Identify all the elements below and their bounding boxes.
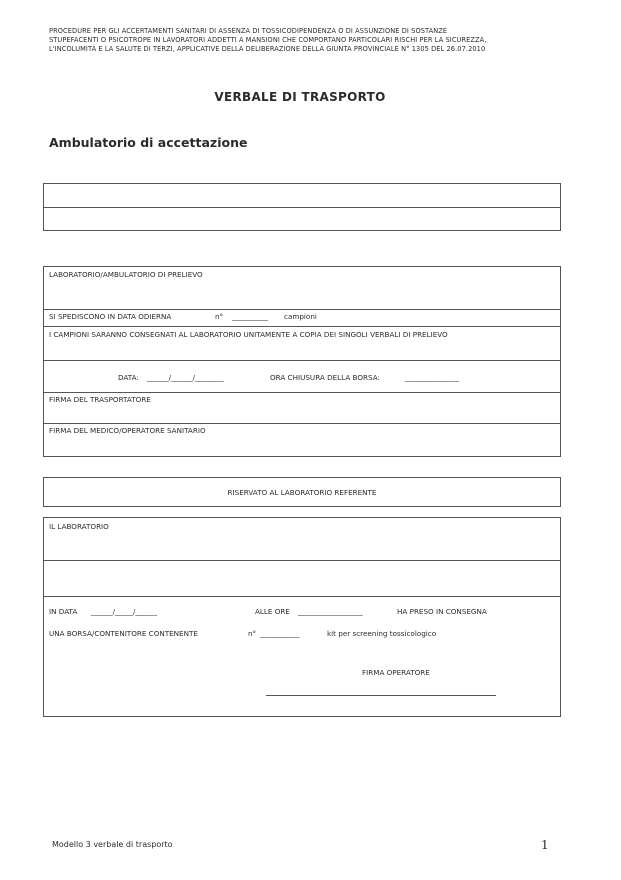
kit-count-field[interactable]: ___________ <box>260 629 300 638</box>
bag-n-label: n° <box>248 629 257 638</box>
laboratorio-box <box>43 517 561 717</box>
footer-model: Modello 3 verbale di trasporto <box>52 840 173 849</box>
in-date-label: IN DATA <box>49 607 78 616</box>
reserved-label: RISERVATO AL LABORATORIO REFERENTE <box>227 488 377 497</box>
reserved-box <box>43 477 561 507</box>
laboratorio-label: IL LABORATORIO <box>49 522 109 531</box>
lab-prelievo-label: LABORATORIO/AMBULATORIO DI PRELIEVO <box>49 270 203 279</box>
kit-label: kit per screening tossicologico <box>327 629 437 638</box>
time-field[interactable]: __________________ <box>298 607 363 616</box>
bag-closing-field[interactable]: _______________ <box>405 373 459 382</box>
row-divider <box>44 596 560 597</box>
row-divider <box>44 360 560 361</box>
row-divider <box>44 326 560 327</box>
row-divider <box>44 560 560 561</box>
sent-count-field[interactable]: __________ <box>232 312 268 321</box>
row-divider <box>44 309 560 310</box>
sent-unit-label: campioni <box>284 312 317 321</box>
document-title: VERBALE DI TRASPORTO <box>214 90 386 104</box>
row-divider <box>44 392 560 393</box>
document-header <box>49 27 549 54</box>
operator-signature-label: FIRMA OPERATORE <box>362 668 430 677</box>
bag-closing-label: ORA CHIUSURA DELLA BORSA: <box>270 373 380 382</box>
section-subtitle: Ambulatorio di accettazione <box>49 135 248 150</box>
time-label: ALLE ORE <box>255 607 290 616</box>
date-field[interactable]: ______/______/________ <box>147 373 224 382</box>
bag-label: UNA BORSA/CONTENITORE CONTENENTE <box>49 629 198 638</box>
doctor-signature-label: FIRMA DEL MEDICO/OPERATORE SANITARIO <box>49 426 206 435</box>
page-number: 1 <box>541 838 549 852</box>
carrier-signature-label: FIRMA DEL TRASPORTATORE <box>49 395 151 404</box>
prelievo-box <box>43 266 561 457</box>
date-label: DATA: <box>118 373 139 382</box>
received-label: HA PRESO IN CONSEGNA <box>397 607 487 616</box>
row-divider <box>44 423 560 424</box>
row-divider <box>44 207 560 208</box>
in-date-field[interactable]: ______/_____/______ <box>91 607 157 616</box>
sent-n-label: n° <box>215 312 224 321</box>
header-line-1: PROCEDURE PER GLI ACCERTAMENTI SANITARI DI ASSENZA DI TOSSICODIPENDENZA O DI ASSUNZIONE DI SOSTANZE <box>49 27 448 35</box>
sent-date-label: SI SPEDISCONO IN DATA ODIERNA <box>49 312 172 321</box>
header-line-2: STUPEFACENTI O PSICOTROPE IN LAVORATORI ADDETTI A MANSIONI CHE COMPORTANO PARTICOLARI RISCHI PER LA SICUREZZA, <box>49 36 487 44</box>
accettazione-box <box>43 183 561 231</box>
header-line-3: L'INCOLUMITÀ E LA SALUTE DI TERZI, APPLICATIVE DELLA DELIBERAZIONE DELLA GIUNTA PROVINCIALE N° 1305 DEL 26.07.2010 <box>49 45 486 53</box>
operator-signature-line[interactable] <box>266 695 496 696</box>
delivery-note: I CAMPIONI SARANNO CONSEGNATI AL LABORATORIO UNITAMENTE A COPIA DEI SINGOLI VERBALI DI PRELIEVO <box>49 330 448 339</box>
